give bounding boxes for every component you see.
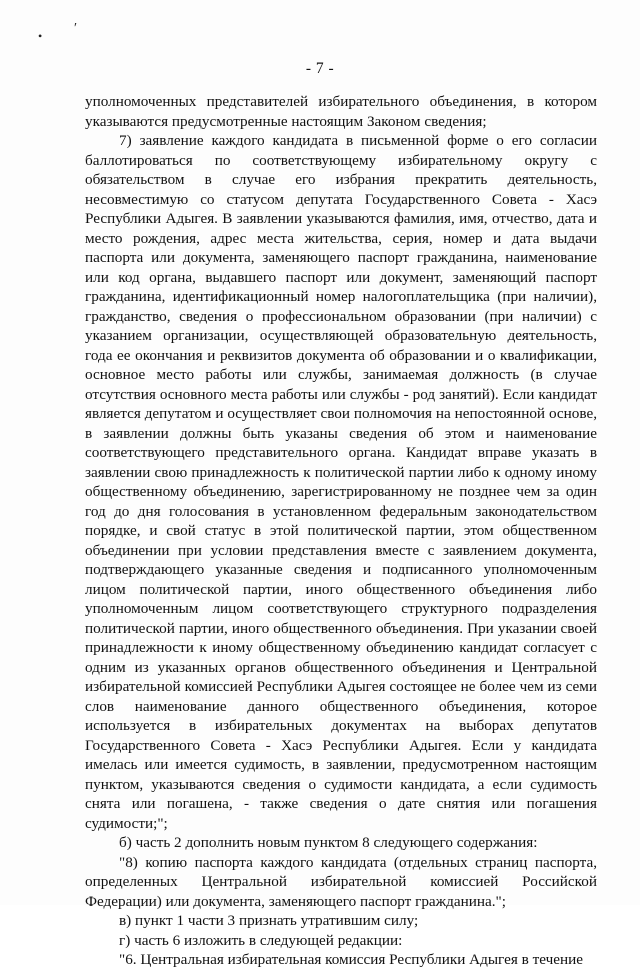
scan-tick-mark: ′ bbox=[74, 21, 78, 36]
scan-dot-mark: • bbox=[38, 29, 43, 43]
paragraph-amendment-v: в) пункт 1 части 3 признать утратившим силу; bbox=[119, 912, 419, 929]
page-number: - 7 - bbox=[305, 60, 335, 77]
paragraph-continuation: уполномоченных представителей избирательного объединения, в котором указываются предусмотренные настоящим Законом сведения; bbox=[85, 93, 597, 130]
paragraph-amendment-b: б) часть 2 дополнить новым пунктом 8 следующего содержания: bbox=[119, 834, 538, 851]
paragraph-amendment-g: г) часть 6 изложить в следующей редакции: bbox=[119, 931, 403, 949]
document-body bbox=[85, 92, 597, 970]
paragraph-part-6: "6. Центральная избирательная комиссия Республики Адыгея в течение bbox=[119, 951, 583, 968]
paragraph-item-7: 7) заявление каждого кандидата в письменной форме о его согласии баллотироваться по соответствующему избирательному округу с обязательством в случае его избрания прекратить деятельность, несовместимую со статусом депутата Государственного Совета - Хасэ Республики Адыгея. В заявлении указываются фамилия, имя, отчество, дата и место рождения, адрес места жительства, серия, номер и дата выдачи паспорта или документа, заменяющего паспорт гражданина, наименование или код органа, выдавшего паспорт или документ, заменяющий паспорт гражданина, идентификационный номер налогоплательщика (при наличии), гражданство, сведения о профессиональном образовании (при наличии) с указанием организации, осуществляющей образовательную деятельность, года ее окончания и реквизитов документа об образовании и о квалификации, основное место работы или службы, занимаемая должность (в случае отсутствия основного места работы или службы - род занятий). Если кандидат является депутатом и осуществляет свои полномочия на непостоянной основе, в заявлении должны быть указаны сведения об этом и наименование соответствующего представительного органа. Кандидат вправе указать в заявлении свою принадлежность к политической партии либо к одному иному общественному объединению, зарегистрированному не позднее чем за один год до дня голосования в установленном федеральным законодательством порядке, и свой статус в этой политической партии, этом общественном объединении при условии представления вместе с заявлением документа, подтверждающего указанные сведения и подписанного уполномоченным лицом политической партии, иного общественного объединения либо уполномоченным лицом соответствующего структурного подразделения политической партии, иного общественного объединения. При указании своей принадлежности к иному общественному объединению кандидат согласует с одним из указанных органов общественного объединения и Центральной избирательной комиссией Республики Адыгея состоящее не более чем из семи слов наименование данного общественного объединения, которое используется в избирательных документах на выборах депутатов Государственного Совета - Хасэ Республики Адыгея. Если у кандидата имелась или имеется судимость, в заявлении, предусмотренном настоящим пунктом, указываются сведения о судимости кандидата, а если судимость снята или погашена, - также сведения о дате снятия или погашения судимости;"; bbox=[85, 132, 597, 832]
paragraph-item-8: "8) копию паспорта каждого кандидата (отдельных страниц паспорта, определенных Центральной избирательной комиссией Российской Федерации) или документа, заменяющего паспорт гражданина."; bbox=[85, 853, 597, 910]
